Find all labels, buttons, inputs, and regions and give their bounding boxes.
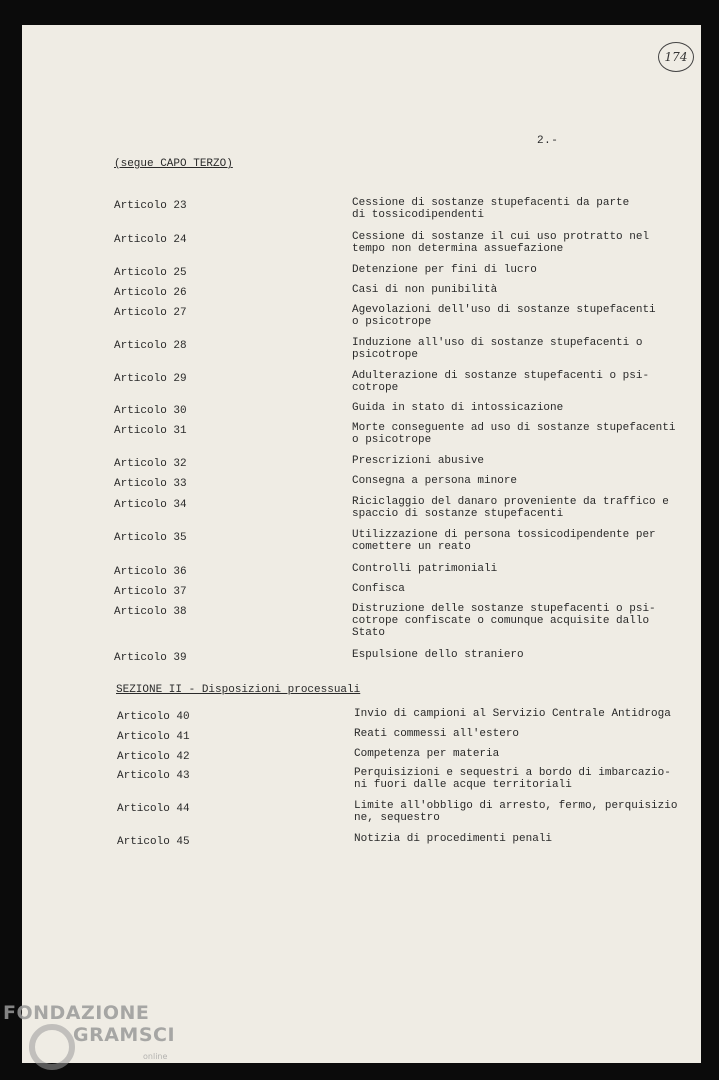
article-description-line: Controlli patrimoniali bbox=[352, 563, 498, 575]
article-description-line: comettere un reato bbox=[352, 541, 471, 553]
article-label: Articolo 40 bbox=[117, 711, 190, 723]
article-description-line: ne, sequestro bbox=[354, 812, 440, 824]
watermark-line1: FONDAZIONE bbox=[3, 1002, 150, 1024]
article-description bbox=[352, 402, 563, 414]
article-label: Articolo 41 bbox=[117, 731, 190, 743]
article-description-line: Guida in stato di intossicazione bbox=[352, 402, 564, 414]
article-description-line: Riciclaggio del danaro proveniente da traffico e bbox=[352, 496, 669, 508]
article-description bbox=[352, 197, 629, 221]
article-description-line: Perquisizioni e sequestri a bordo di imbarcazio- bbox=[354, 767, 671, 779]
section-continued-heading: (segue CAPO TERZO) bbox=[114, 158, 233, 170]
article-label: Articolo 26 bbox=[114, 287, 187, 299]
article-description bbox=[352, 529, 656, 553]
article-description bbox=[352, 583, 405, 595]
article-description-line: di tossicodipendenti bbox=[352, 209, 485, 221]
article-description-line: Prescrizioni abusive bbox=[352, 455, 485, 467]
article-description bbox=[354, 800, 677, 824]
article-description-line: Confisca bbox=[352, 583, 405, 595]
article-description-line: cotrope confiscate o comunque acquisite dallo bbox=[352, 615, 650, 627]
article-description-line: psicotrope bbox=[352, 349, 419, 361]
article-label: Articolo 42 bbox=[117, 751, 190, 763]
article-description bbox=[352, 264, 537, 276]
article-description-line: cotrope bbox=[352, 382, 399, 394]
article-description-line: Morte conseguente ad uso di sostanze stupefacenti bbox=[352, 422, 676, 434]
article-label: Articolo 29 bbox=[114, 373, 187, 385]
article-label: Articolo 39 bbox=[114, 652, 187, 664]
article-label: Articolo 31 bbox=[114, 425, 187, 437]
archive-stamp: 174 bbox=[658, 42, 694, 72]
article-label: Articolo 23 bbox=[114, 200, 187, 212]
article-description-line: Invio di campioni al Servizio Centrale Antidroga bbox=[354, 708, 671, 720]
article-label: Articolo 27 bbox=[114, 307, 187, 319]
watermark-line3: online bbox=[143, 1052, 168, 1061]
article-description-line: Detenzione per fini di lucro bbox=[352, 264, 537, 276]
article-description-line: Cessione di sostanze il cui uso protratto nel bbox=[352, 231, 650, 243]
article-label: Articolo 43 bbox=[117, 770, 190, 782]
article-label: Articolo 36 bbox=[114, 566, 187, 578]
article-label: Articolo 44 bbox=[117, 803, 190, 815]
article-description-line: Notizia di procedimenti penali bbox=[354, 833, 553, 845]
article-description bbox=[352, 370, 649, 394]
article-description bbox=[352, 563, 497, 575]
watermark-line2: GRAMSCI bbox=[73, 1024, 176, 1046]
article-label: Articolo 33 bbox=[114, 478, 187, 490]
article-description bbox=[354, 833, 552, 845]
article-description-line: Agevolazioni dell'uso di sostanze stupefacenti bbox=[352, 304, 656, 316]
article-description bbox=[352, 475, 517, 487]
article-label: Articolo 38 bbox=[114, 606, 187, 618]
article-description bbox=[352, 496, 669, 520]
article-description bbox=[354, 708, 671, 720]
article-description bbox=[352, 284, 497, 296]
article-label: Articolo 45 bbox=[117, 836, 190, 848]
article-description-line: spaccio di sostanze stupefacenti bbox=[352, 508, 564, 520]
article-description bbox=[354, 728, 519, 740]
article-label: Articolo 37 bbox=[114, 586, 187, 598]
article-description bbox=[352, 603, 656, 639]
article-description bbox=[354, 767, 671, 791]
article-description-line: o psicotrope bbox=[352, 434, 432, 446]
article-description-line: Cessione di sostanze stupefacenti da parte bbox=[352, 197, 630, 209]
article-description-line: Induzione all'uso di sostanze stupefacenti o bbox=[352, 337, 643, 349]
article-description bbox=[352, 455, 484, 467]
article-description-line: Competenza per materia bbox=[354, 748, 500, 760]
article-label: Articolo 25 bbox=[114, 267, 187, 279]
article-description-line: Consegna a persona minore bbox=[352, 475, 518, 487]
article-label: Articolo 28 bbox=[114, 340, 187, 352]
article-label: Articolo 32 bbox=[114, 458, 187, 470]
article-description-line: Espulsione dello straniero bbox=[352, 649, 524, 661]
article-description-line: o psicotrope bbox=[352, 316, 432, 328]
article-description bbox=[352, 337, 642, 361]
article-description-line: tempo non determina assuefazione bbox=[352, 243, 564, 255]
section-two-heading: SEZIONE II - Disposizioni processuali bbox=[116, 684, 361, 696]
article-description-line: Limite all'obbligo di arresto, fermo, perquisizio bbox=[354, 800, 678, 812]
article-label: Articolo 34 bbox=[114, 499, 187, 511]
article-description bbox=[354, 748, 499, 760]
watermark-ring-icon bbox=[29, 1024, 75, 1070]
page-number: 2.- bbox=[537, 135, 559, 147]
article-description-line: ni fuori dalle acque territoriali bbox=[354, 779, 572, 791]
article-label: Articolo 30 bbox=[114, 405, 187, 417]
article-description-line: Stato bbox=[352, 627, 386, 639]
watermark-logo bbox=[3, 1002, 178, 1080]
article-label: Articolo 24 bbox=[114, 234, 187, 246]
article-label: Articolo 35 bbox=[114, 532, 187, 544]
article-description-line: Casi di non punibilità bbox=[352, 284, 498, 296]
article-description-line: Adulterazione di sostanze stupefacenti o psi- bbox=[352, 370, 650, 382]
article-description bbox=[352, 422, 675, 446]
article-description bbox=[352, 649, 524, 661]
article-description bbox=[352, 231, 649, 255]
article-description-line: Utilizzazione di persona tossicodipendente per bbox=[352, 529, 656, 541]
article-description-line: Distruzione delle sostanze stupefacenti o psi- bbox=[352, 603, 656, 615]
article-description bbox=[352, 304, 656, 328]
article-description-line: Reati commessi all'estero bbox=[354, 728, 520, 740]
